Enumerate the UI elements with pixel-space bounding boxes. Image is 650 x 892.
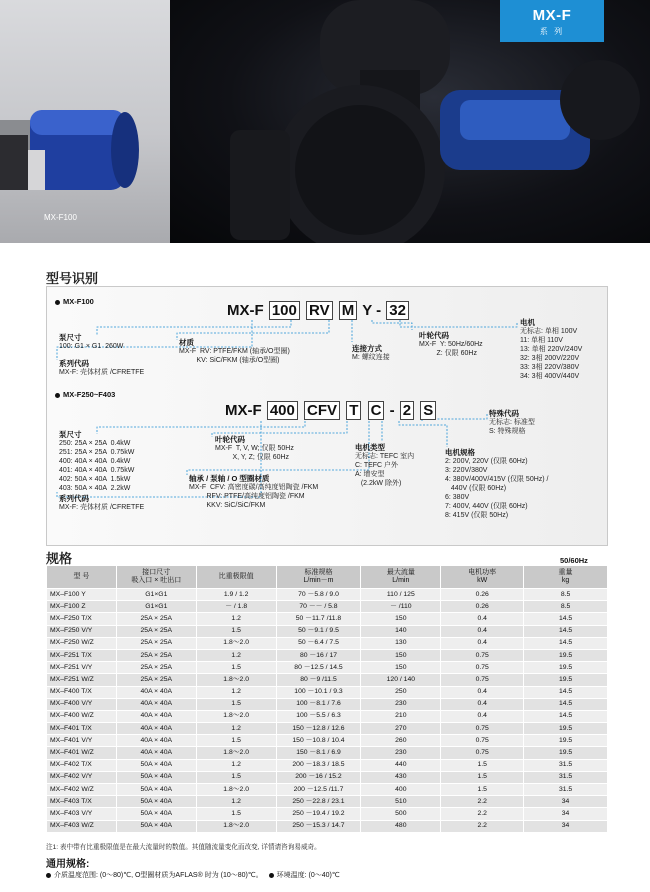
table-cell: MX–F402 T/X xyxy=(47,759,117,771)
table-cell: 50 －11.7 /11.8 xyxy=(276,613,361,625)
table-cell: MX–F250 T/X xyxy=(47,613,117,625)
table-cell: 140 xyxy=(361,625,441,637)
table-cell: 230 xyxy=(361,698,441,710)
pump-illustration-small xyxy=(0,0,170,243)
table-cell: 150 －8.1 / 6.9 xyxy=(276,747,361,759)
group2-code: MX-F 400 CFV T C - 2 S xyxy=(225,401,437,420)
general-spec-title: 通用规格: xyxy=(46,859,90,870)
column-header xyxy=(276,566,361,589)
table-cell: MX–F100 Y xyxy=(47,589,117,601)
g2-bearing-text: MX-F CFV: 高密度碳/高纯度铝陶瓷 /FKM RFV: PTFE/高纯度铝陶瓷 /FKM KKV: SiC/SiC/FKM xyxy=(189,484,319,509)
table-cell: 0.4 xyxy=(441,637,524,649)
table-cell: 200 －18.3 / 18.5 xyxy=(276,759,361,771)
table-cell: 1.9 / 1.2 xyxy=(196,589,276,601)
table-cell: MX–F403 V/Y xyxy=(47,808,117,820)
column-header xyxy=(524,566,608,589)
table-cell: 1.5 xyxy=(196,808,276,820)
column-header-label: 电机功率 xyxy=(468,569,497,576)
table-cell: MX–F401 V/Y xyxy=(47,735,117,747)
table-row xyxy=(47,698,608,710)
table-cell: 1.8～2.0 xyxy=(196,710,276,722)
table-row xyxy=(47,723,608,735)
specs-title: 规格 xyxy=(46,551,73,566)
table-cell: MX–F250 V/Y xyxy=(47,625,117,637)
table-cell: 19.5 xyxy=(524,735,608,747)
table-cell: 80 －9 /11.5 xyxy=(276,674,361,686)
table-row xyxy=(47,784,608,796)
table-cell: 70 －－ / 5.8 xyxy=(276,601,361,613)
table-row xyxy=(47,710,608,722)
table-cell: 150 －10.8 / 10.4 xyxy=(276,735,361,747)
table-cell: 40A × 40A xyxy=(116,723,196,735)
g2-bearing-title: 轴承 / 泵轴 / O 型圈材质 xyxy=(189,474,270,483)
table-cell: 120 / 140 xyxy=(361,674,441,686)
g2-pump-size-text: 250: 25A × 25A 0.4kW 251: 25A × 25A 0.75kW 400: 40A × 40A 0.4kW 401: 40A × 40A 0.75kW 402: 50A × 40A 1.5kW 403: 50A × 40A 2.2kW xyxy=(59,440,135,492)
table-cell: 150 xyxy=(361,649,441,661)
g1-material-title: 材质 xyxy=(179,338,194,347)
g1-pump-size-title: 泵尺寸 xyxy=(59,333,82,342)
table-cell: 34 xyxy=(524,808,608,820)
table-cell: 250 xyxy=(361,686,441,698)
g1-impeller-title: 叶轮代码 xyxy=(419,331,449,340)
table-cell: 50A × 40A xyxy=(116,771,196,783)
table-cell: 250 －15.3 / 14.7 xyxy=(276,820,361,832)
table-cell: 1.5 xyxy=(441,759,524,771)
table-cell: 430 xyxy=(361,771,441,783)
table-cell: MX–F251 T/X xyxy=(47,649,117,661)
table-cell: 110 / 125 xyxy=(361,589,441,601)
table-cell: MX–F400 W/Z xyxy=(47,710,117,722)
table-cell: 2.2 xyxy=(441,808,524,820)
table-cell: 19.5 xyxy=(524,649,608,661)
table-row xyxy=(47,686,608,698)
table-cell: MX–F251 W/Z xyxy=(47,674,117,686)
table-cell: MX–F400 T/X xyxy=(47,686,117,698)
table-cell: 0.4 xyxy=(441,625,524,637)
table-row xyxy=(47,674,608,686)
table-cell: 0.75 xyxy=(441,723,524,735)
table-cell: 19.5 xyxy=(524,747,608,759)
model-id-panel xyxy=(46,286,608,546)
column-header-unit: kg xyxy=(561,577,570,584)
g2-special-title: 特殊代码 xyxy=(489,409,519,418)
table-row xyxy=(47,759,608,771)
table-cell: MX–F402 W/Z xyxy=(47,784,117,796)
table-row xyxy=(47,747,608,759)
table-cell: 0.75 xyxy=(441,662,524,674)
column-header-unit: L/min xyxy=(392,577,410,584)
spec-table-header xyxy=(47,566,608,589)
table-cell: 150 xyxy=(361,613,441,625)
table-cell: 25A × 25A xyxy=(116,649,196,661)
table-cell: 210 xyxy=(361,710,441,722)
table-cell: 25A × 25A xyxy=(116,674,196,686)
column-header xyxy=(441,566,524,589)
g2-motor-type-title: 电机类型 xyxy=(355,443,385,452)
column-header-label: 最大流量 xyxy=(386,569,415,576)
table-cell: MX–F400 V/Y xyxy=(47,698,117,710)
table-cell: 1.2 xyxy=(196,723,276,735)
table-cell: 250 －19.4 / 19.2 xyxy=(276,808,361,820)
table-cell: 400 xyxy=(361,784,441,796)
frequency-label: 50/60Hz xyxy=(560,556,588,565)
column-header-label: 标准规格 xyxy=(304,569,333,576)
column-header xyxy=(196,566,276,589)
model-id-title: 型号识别 xyxy=(46,271,99,286)
table-row xyxy=(47,820,608,832)
table-cell: 1.5 xyxy=(196,698,276,710)
g2-series-text: MX-F: 壳体材质 /CFRETFE xyxy=(59,504,145,511)
table-row xyxy=(47,649,608,661)
table-row xyxy=(47,771,608,783)
table-cell: 0.4 xyxy=(441,686,524,698)
table-cell: 25A × 25A xyxy=(116,637,196,649)
table-cell: 500 xyxy=(361,808,441,820)
table-cell: － / 1.8 xyxy=(196,601,276,613)
table-cell: 80 －16 / 17 xyxy=(276,649,361,661)
table-cell: 200 －16 / 15.2 xyxy=(276,771,361,783)
spec-table-body xyxy=(47,589,608,833)
table-cell: 1.2 xyxy=(196,649,276,661)
table-cell: 31.5 xyxy=(524,759,608,771)
table-cell: 0.4 xyxy=(441,613,524,625)
table-cell: MX–F403 T/X xyxy=(47,796,117,808)
table-cell: 0.4 xyxy=(441,698,524,710)
table-cell: 40A × 40A xyxy=(116,735,196,747)
table-cell: 50A × 40A xyxy=(116,759,196,771)
hero-banner xyxy=(0,0,650,243)
table-footnote: 注1: 表中带有比重极限值是在最大流量时的数值。其值随流量变化而改变, 详情请咨询易威奇。 xyxy=(46,844,321,851)
table-cell: 2.2 xyxy=(441,796,524,808)
g2-pump-size-title: 泵尺寸 xyxy=(59,430,82,439)
table-cell: 150 xyxy=(361,662,441,674)
table-cell: 50A × 40A xyxy=(116,808,196,820)
table-cell: 31.5 xyxy=(524,784,608,796)
g2-motor-spec-text: 2: 200V, 220V (仅限 60Hz) 3: 220V/380V 4: 380V/400V/415V (仅限 50Hz) / 440V (仅限 60Hz) 6: 380V 7: 400V, 440V (仅限 60Hz) 8: 415V (仅限 50Hz) xyxy=(445,458,549,519)
table-cell: 50A × 40A xyxy=(116,796,196,808)
table-cell: 1.8～2.0 xyxy=(196,637,276,649)
g2-impeller-title: 叶轮代码 xyxy=(215,435,245,444)
table-cell: 440 xyxy=(361,759,441,771)
table-cell: 1.5 xyxy=(196,662,276,674)
table-cell: 100 －8.1 / 7.6 xyxy=(276,698,361,710)
table-cell: 1.5 xyxy=(196,625,276,637)
table-row xyxy=(47,662,608,674)
table-cell: 8.5 xyxy=(524,589,608,601)
table-cell: 14.5 xyxy=(524,613,608,625)
table-cell: 40A × 40A xyxy=(116,698,196,710)
table-cell: 200 －12.5 /11.7 xyxy=(276,784,361,796)
series-subtitle: 系 列 xyxy=(539,27,565,36)
table-cell: 34 xyxy=(524,796,608,808)
group2-label: MX-F250~F403 xyxy=(55,390,115,399)
table-cell: MX–F100 Z xyxy=(47,601,117,613)
general-spec-items xyxy=(46,870,340,880)
table-cell: 14.5 xyxy=(524,710,608,722)
table-cell: 1.5 xyxy=(441,771,524,783)
table-cell: 19.5 xyxy=(524,723,608,735)
table-cell: 50A × 40A xyxy=(116,820,196,832)
column-header-unit: kW xyxy=(477,577,488,584)
table-cell: 0.75 xyxy=(441,674,524,686)
table-cell: 80 －12.5 / 14.5 xyxy=(276,662,361,674)
table-cell: 0.26 xyxy=(441,589,524,601)
table-cell: 25A × 25A xyxy=(116,613,196,625)
table-cell: G1×G1 xyxy=(116,589,196,601)
general-spec-ambient: 环境温度: (0～40)℃ xyxy=(276,872,340,879)
table-cell: 14.5 xyxy=(524,686,608,698)
table-cell: 0.26 xyxy=(441,601,524,613)
table-cell: 100 －5.5 / 6.3 xyxy=(276,710,361,722)
table-cell: 50A × 40A xyxy=(116,784,196,796)
table-row xyxy=(47,613,608,625)
group1-label: MX-F100 xyxy=(55,297,94,306)
table-cell: 0.4 xyxy=(441,710,524,722)
column-header-label: 比重极限值 xyxy=(218,573,254,580)
table-cell: 19.5 xyxy=(524,662,608,674)
column-header-unit: 吸入口 × 吐出口 xyxy=(131,577,182,584)
table-cell: 1.5 xyxy=(196,771,276,783)
g2-motor-spec-title: 电机规格 xyxy=(445,448,475,457)
table-cell: 19.5 xyxy=(524,674,608,686)
table-cell: 100 －10.1 / 9.3 xyxy=(276,686,361,698)
table-cell: 0.75 xyxy=(441,735,524,747)
table-cell: 1.8～2.0 xyxy=(196,674,276,686)
g2-series-title: 系列代码 xyxy=(59,494,89,503)
g1-impeller-text: MX-F Y: 50Hz/60Hz Z: 仅限 60Hz xyxy=(419,341,483,357)
table-cell: MX–F251 V/Y xyxy=(47,662,117,674)
table-cell: 1.5 xyxy=(441,784,524,796)
column-header-label: 型 号 xyxy=(73,573,90,580)
table-row xyxy=(47,601,608,613)
table-cell: 40A × 40A xyxy=(116,747,196,759)
column-header-unit: L/min－m xyxy=(303,577,334,584)
table-cell: 1.5 xyxy=(196,735,276,747)
g2-motor-type-text: 无标志: TEFC 室内 C: TEFC 户外 A: 增安型 (2.2kW 除外) xyxy=(355,453,415,487)
table-cell: 1.2 xyxy=(196,686,276,698)
table-row xyxy=(47,808,608,820)
g2-impeller-text: MX-F T, V, W; 仅限 50Hz X, Y, Z; 仅限 60Hz xyxy=(215,445,294,461)
g1-motor-text: 无标志: 单相 100V 11: 单相 110V 13: 单相 220V/240V 32: 3相 200V/220V 33: 3相 220V/380V 34: 3相 400V/440V xyxy=(520,328,583,380)
table-cell: 0.75 xyxy=(441,747,524,759)
table-cell: MX–F402 V/Y xyxy=(47,771,117,783)
table-row xyxy=(47,589,608,601)
table-cell: 510 xyxy=(361,796,441,808)
column-header-label: 接口尺寸 xyxy=(142,569,171,576)
table-cell: 50 －6.4 / 7.5 xyxy=(276,637,361,649)
g1-connection-text: M: 螺纹连接 xyxy=(352,354,390,361)
group1-code: MX-F 100 RV M Y - 32 xyxy=(227,301,410,320)
table-cell: 480 xyxy=(361,820,441,832)
table-row xyxy=(47,796,608,808)
table-row xyxy=(47,735,608,747)
table-cell: 260 xyxy=(361,735,441,747)
table-cell: 1.8～2.0 xyxy=(196,747,276,759)
table-cell: 14.5 xyxy=(524,637,608,649)
table-cell: 40A × 40A xyxy=(116,686,196,698)
g1-pump-size-text: 100: G1 × G1 260W xyxy=(59,343,124,350)
table-cell: 14.5 xyxy=(524,698,608,710)
table-cell: 34 xyxy=(524,820,608,832)
g1-series-title: 系列代码 xyxy=(59,359,89,368)
table-cell: 230 xyxy=(361,747,441,759)
column-header-label: 重量 xyxy=(558,569,573,576)
table-cell: 130 xyxy=(361,637,441,649)
table-cell: 250 －22.8 / 23.1 xyxy=(276,796,361,808)
hero-photo-small-pump xyxy=(0,0,170,243)
table-cell: MX–F250 W/Z xyxy=(47,637,117,649)
table-cell: 1.2 xyxy=(196,613,276,625)
spec-table xyxy=(46,565,608,833)
table-row xyxy=(47,625,608,637)
table-cell: 1.2 xyxy=(196,759,276,771)
table-cell: 2.2 xyxy=(441,820,524,832)
general-spec-temp: 介质温度范围: (0～80)℃, O型圈材质为AFLAS® 时为 (10～80)℃。 xyxy=(54,872,263,879)
table-cell: 14.5 xyxy=(524,625,608,637)
table-cell: 1.2 xyxy=(196,796,276,808)
column-header xyxy=(361,566,441,589)
photo-caption: MX-F100 xyxy=(44,213,77,222)
table-cell: － /110 xyxy=(361,601,441,613)
table-cell: 150 －12.8 / 12.6 xyxy=(276,723,361,735)
table-cell: G1×G1 xyxy=(116,601,196,613)
column-header xyxy=(47,566,117,589)
table-cell: 25A × 25A xyxy=(116,625,196,637)
table-cell: 70 －5.8 / 9.0 xyxy=(276,589,361,601)
g1-connection-title: 连接方式 xyxy=(352,344,382,353)
series-badge xyxy=(500,0,604,42)
column-header xyxy=(116,566,196,589)
table-cell: 1.8～2.0 xyxy=(196,820,276,832)
table-cell: MX–F401 T/X xyxy=(47,723,117,735)
table-cell: 40A × 40A xyxy=(116,710,196,722)
table-cell: 25A × 25A xyxy=(116,662,196,674)
g1-material-text: MX-F RV: PTFE/FKM (轴承/O型圈) KV: SiC/FKM (轴承/O型圈) xyxy=(179,348,290,364)
table-cell: 31.5 xyxy=(524,771,608,783)
table-cell: 0.75 xyxy=(441,649,524,661)
g1-series-text: MX-F: 壳体材质 /CFRETFE xyxy=(59,369,145,376)
series-title: MX-F xyxy=(532,7,572,24)
table-cell: 270 xyxy=(361,723,441,735)
table-cell: MX–F401 W/Z xyxy=(47,747,117,759)
table-row xyxy=(47,637,608,649)
table-cell: 8.5 xyxy=(524,601,608,613)
table-cell: 50 －9.1 / 9.5 xyxy=(276,625,361,637)
table-cell: 1.8～2.0 xyxy=(196,784,276,796)
g2-special-text: 无标志: 标准型 S: 特殊规格 xyxy=(489,419,535,435)
g1-motor-title: 电机 xyxy=(520,318,535,327)
table-cell: MX–F403 W/Z xyxy=(47,820,117,832)
